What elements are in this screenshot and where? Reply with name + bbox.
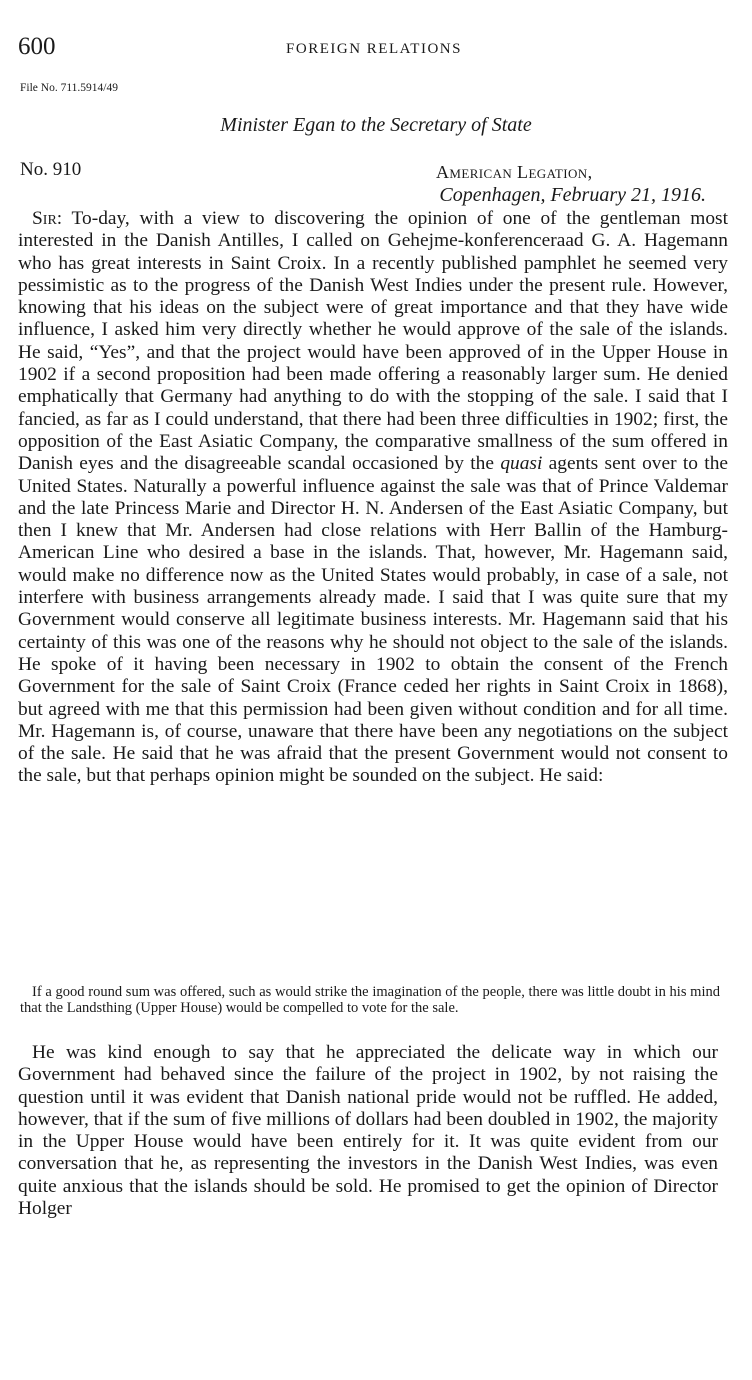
- paragraph-1-text-b: agents sent over to the United States. Naturally a powerful influence against the sale was that of Prince Valdemar and the late Princess Marie and Director H. N. Andersen of the East Asiatic Company, but then I knew that Mr. Andersen had close relations with Herr Ballin of the Hamburg-American Line who desired a base in the islands. That, however, Mr. Hagemann said, would make no difference now as the United States would probably, in case of a sale, not interfere with business arrangements already made. I said that I was quite sure that my Government would conserve all legitimate business interests. Mr. Hagemann said that his certainty of this was one of the reasons why he should not object to the sale of the islands. He spoke of it having been necessary in 1902 to obtain the consent of the French Government for the sale of Saint Croix (France ceded her rights in Saint Croix in 1868), but agreed with me that this permission had been given without condition and for all time. Mr. Hagemann is, of course, unaware that there have been any negotiations on the subject of the sale. He said that he was afraid that the present Government would not consent to the sale, but that perhaps opinion might be sounded on the subject. He said:: [18, 453, 728, 787]
- page-header: [18, 30, 730, 64]
- document-title: Minister Egan to the Secretary of State: [220, 114, 532, 136]
- paragraph-1-text-a: To-day, with a view to discovering the opinion of one of the gentleman most interested in the Danish Antilles, I called on Gehejme-konferenceraad G. A. Hagemann who has great interests in Saint Croix. In a recently published pamphlet he seemed very pessimistic as to the progress of the Danish West Indies under the present rule. However, knowing that his ideas on the subject were of great importance and that they have wide influence, I asked him very directly whether he would approve of the sale of the islands. He said, “Yes”, and that the project would have been approved of in the Upper House in 1902 if a second proposition had been made offering a reasonably larger sum. He denied emphatically that Germany had anything to do with the stopping of the sale. I said that I fancied, as far as I could understand, that there had been three difficulties in 1902; first, the opposition of the East Asiatic Company, the comparative smallness of the sum offered in Danish eyes and the disagreeable scandal occasioned by the: [18, 208, 728, 475]
- place-and-date: Copenhagen, February 21, 1916.: [439, 184, 706, 206]
- letter-paragraph-2: He was kind enough to say that he appreciated the delicate way in which our Government had behaved since the failure of the project in 1902, by not raising the question until it was evident that Danish national pride would not be ruffled. He added, however, that if the sum of five millions of dollars had been doubled in 1902, the majority in the Upper House would have been entirely for it. It was quite evident from our conversation that he, as representing the investors in the Danish West Indies, was even quite anxious that the islands should be sold. He promised to get the opinion of Director Holger: [18, 1042, 718, 1220]
- block-quote: If a good round sum was offered, such as would strike the imagination of the people, there was little doubt in his mind that the Landsthing (Upper House) would be compelled to vote for the sale.: [20, 984, 720, 1017]
- legation-heading: American Legation,: [436, 162, 593, 182]
- file-number: File No. 711.5914/49: [20, 82, 118, 94]
- letter-paragraph-1: [18, 208, 728, 788]
- document-number: No. 910: [20, 159, 82, 180]
- page-number: 600: [18, 33, 56, 60]
- running-head: FOREIGN RELATIONS: [286, 41, 462, 57]
- paragraph-1-italic-word: quasi: [500, 453, 543, 475]
- salutation: Sir:: [32, 208, 63, 229]
